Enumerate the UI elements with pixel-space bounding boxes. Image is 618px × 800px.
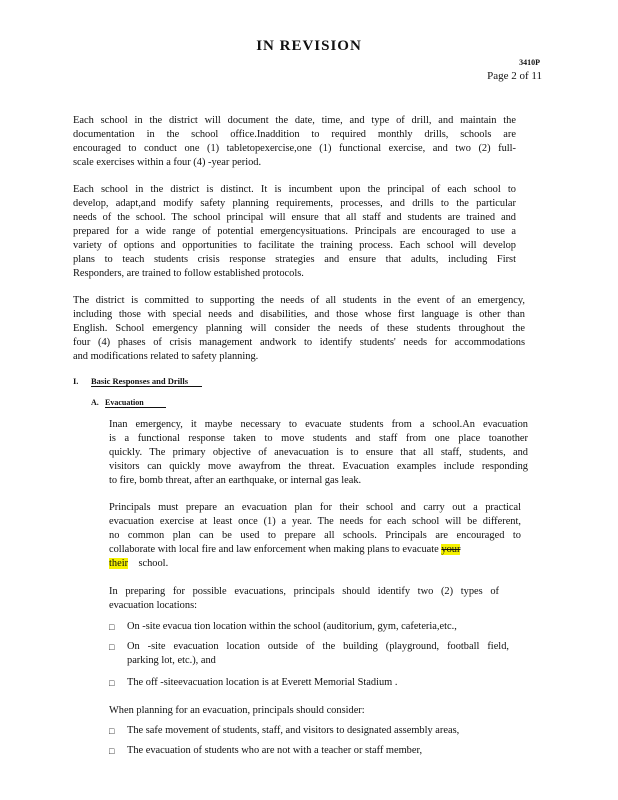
list-item bbox=[109, 676, 489, 690]
paragraph-evacuation-locations bbox=[109, 585, 499, 613]
text-line: develop, adapt,and modify safety planning requirements, processes, and drills to the particular bbox=[73, 198, 516, 209]
text-line bbox=[109, 557, 521, 571]
checkbox-bullet-icon: □ bbox=[109, 746, 115, 756]
text-line: is a functional response taken to move students and staff from one place toanother bbox=[109, 433, 528, 444]
checkbox-bullet-icon: □ bbox=[109, 642, 115, 652]
list-item-text bbox=[127, 640, 509, 668]
page-number: Page 2 of 11 bbox=[487, 70, 542, 82]
text-segment: school. bbox=[138, 558, 169, 569]
paragraph-drill-documentation bbox=[73, 114, 516, 170]
text-segment: collaborate with local fire and law enforcement when making plans to evacuate bbox=[109, 544, 439, 555]
section-title: Basic Responses and Drills bbox=[91, 376, 202, 387]
text-line: quickly. The primary objective of anevacuation is to ensure that all staff, students, and bbox=[109, 447, 528, 458]
list-item-text: The off -siteevacuation location is at Everett Memorial Stadium . bbox=[127, 677, 398, 688]
text-line: scale exercises within a four (4) -year period. bbox=[73, 157, 262, 168]
list-item bbox=[109, 620, 501, 634]
text-line: evacuation locations: bbox=[109, 600, 198, 611]
text-line: On -site evacuation location outside of the building (playground, football field, bbox=[127, 641, 509, 652]
text-line: variety of options and opportunities to facilitate the training process. Each school will develop bbox=[73, 240, 516, 251]
text-line: no common plan can be used to prepare all schools. Principals are encouraged to bbox=[109, 530, 521, 541]
text-line: needs of the school. The school principal will ensure that all staff and students are trained and bbox=[73, 212, 516, 223]
list-item-text: The evacuation of students who are not with a teacher or staff member, bbox=[127, 745, 423, 756]
checkbox-bullet-icon: □ bbox=[109, 726, 115, 736]
paragraph-school-distinct bbox=[73, 183, 516, 281]
subsection-number: A. bbox=[91, 398, 99, 407]
paragraph-evacuation-plan bbox=[109, 501, 521, 571]
checkbox-bullet-icon: □ bbox=[109, 622, 115, 632]
section-number: I. bbox=[73, 376, 79, 386]
text-line: documentation in the school office.Inaddition to required monthly drills, schools are bbox=[73, 129, 516, 140]
paragraph-evacuation-definition bbox=[109, 418, 528, 488]
text-line: evacuation exercise at least once (1) a year. The needs for each school will be different, bbox=[109, 516, 521, 527]
text-line: and modifications related to safety planning. bbox=[73, 351, 259, 362]
text-line: to fire, bomb threat, after an earthquake, or internal gas leak. bbox=[109, 475, 362, 486]
list-item bbox=[109, 744, 489, 758]
text-line: parking lot, etc.), and bbox=[127, 655, 216, 666]
subsection-title: Evacuation bbox=[105, 398, 166, 408]
text-line: including those with special needs and disabilities, and those whose first language is other than bbox=[73, 309, 525, 320]
text-line: Each school in the district is distinct. It is incumbent upon the principal of each school to bbox=[73, 184, 516, 195]
text-line: English. School emergency planning will consider the needs of these students throughout the bbox=[73, 323, 525, 334]
text-line: plans to teach students crisis response strategies and ensure that adults, including First bbox=[73, 254, 516, 265]
paragraph-district-committed bbox=[73, 294, 525, 364]
text-line: Responders, are trained to follow established protocols. bbox=[73, 268, 304, 279]
document-id: 3410P bbox=[519, 58, 540, 67]
text-line: When planning for an evacuation, principals should consider: bbox=[109, 705, 365, 716]
struck-revision-text: your bbox=[441, 544, 461, 555]
text-line: The district is committed to supporting the needs of all students in the event of an emergency, bbox=[73, 295, 525, 306]
text-line: In preparing for possible evacuations, principals should identify two (2) types of bbox=[109, 586, 499, 597]
list-item bbox=[109, 640, 509, 668]
subsection-heading-evacuation bbox=[91, 398, 166, 407]
list-item-text: On -site evacua tion location within the school (auditorium, gym, cafeteria,etc., bbox=[127, 621, 457, 632]
text-line: encouraged to conduct one (1) tabletopexercise,one (1) functional exercise, and two (2) full- bbox=[73, 143, 516, 154]
checkbox-bullet-icon: □ bbox=[109, 678, 115, 688]
page-title: IN REVISION bbox=[256, 38, 362, 54]
text-line: four (4) phases of crisis management andwork to identify students' needs for accommodations bbox=[73, 337, 525, 348]
text-line: visitors can quickly move awayfrom the threat. Evacuation examples include responding bbox=[109, 461, 528, 472]
text-line: Principals must prepare an evacuation plan for their school and carry out a practical bbox=[109, 502, 521, 513]
section-heading-basic-responses bbox=[73, 376, 202, 386]
list-item bbox=[109, 724, 509, 738]
text-line bbox=[109, 543, 521, 557]
inserted-revision-text: their bbox=[109, 558, 129, 569]
list-item-text: The safe movement of students, staff, and visitors to designated assembly areas, bbox=[127, 725, 460, 736]
paragraph-planning-considerations bbox=[109, 704, 499, 718]
text-line: Inan emergency, it maybe necessary to evacuate students from a school.An evacuation bbox=[109, 419, 528, 430]
text-line: prepared for a wide range of potential emergencysituations. Principals are encouraged to use a bbox=[73, 226, 516, 237]
text-line: Each school in the district will document the date, time, and type of drill, and maintain the bbox=[73, 115, 516, 126]
